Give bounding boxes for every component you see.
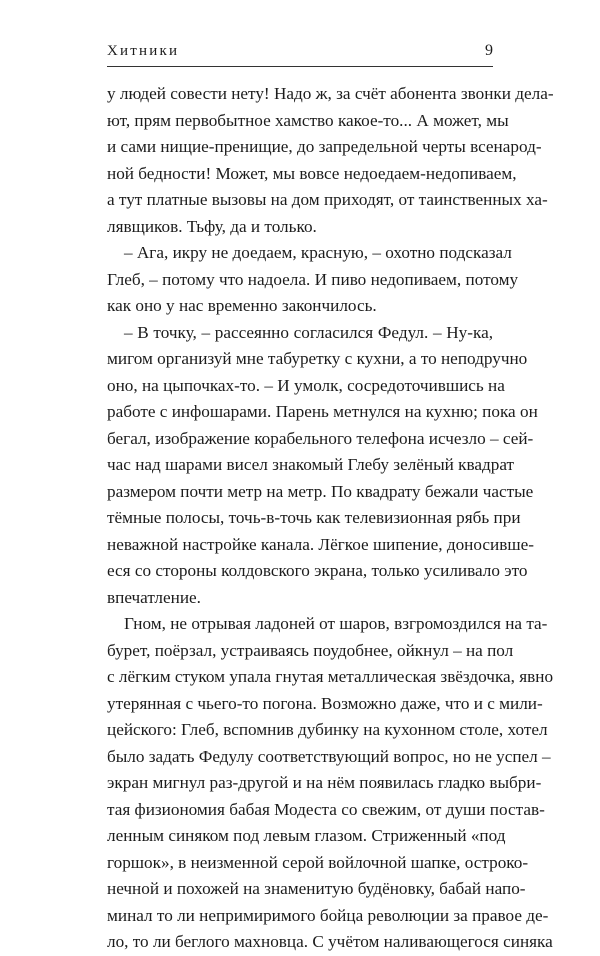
text-line: а тут платные вызовы на дом приходят, от таинственных ха- — [107, 190, 548, 209]
text-line: бегал, изображение корабельного телефона исчезло – сей- — [107, 428, 534, 448]
paragraph — [107, 611, 554, 956]
text-line: нечной и похожей на знаменитую будёновку, бабай напо- — [107, 879, 526, 898]
text-line: горшок», в неизменной серой войлочной шапке, остроко- — [107, 852, 529, 872]
text-line: ют, прям первобытное хамство какое-то... А может, мы — [107, 110, 509, 130]
header-rule — [107, 66, 493, 67]
text-line: бурет, поёрзал, устраиваясь поудобнее, ойкнул – на пол — [107, 640, 514, 660]
text-line: оно, на цыпочках-то. – И умолк, сосредоточившись на — [107, 375, 505, 395]
running-title: Хитники — [107, 43, 180, 59]
text-line: утерянная с чьего-то погона. Возможно даже, что и с мили- — [107, 693, 543, 713]
text-line: у людей совести нету! Надо ж, за счёт абонента звонки дела- — [107, 84, 554, 103]
text-line: – В точку, – рассеянно согласился Федул. – Ну-ка, — [124, 322, 493, 342]
text-line: с лёгким стуком упала гнутая металлическая звёздочка, явно — [107, 667, 554, 686]
text-line: минал то ли непримиримого бойца революции за правое де- — [107, 905, 549, 925]
paragraph — [107, 320, 538, 612]
body-text — [107, 81, 554, 956]
text-line: мигом организуй мне табуретку с кухни, а то неподручно — [107, 349, 528, 368]
text-line: ной бедности! Может, мы вовсе недоедаем-недопиваем, — [107, 163, 517, 183]
text-line: Глеб, – потому что надоела. И пиво недопиваем, потому — [107, 269, 519, 289]
text-line: неважной настройке канала. Лёгкое шипение, доносивше- — [107, 534, 534, 554]
text-line: экран мигнул раз-другой и на нём появилась гладко выбри- — [107, 773, 542, 792]
paragraph — [107, 240, 519, 320]
text-line: Гном, не отрывая ладоней от шаров, взгромоздился на та- — [124, 614, 548, 633]
text-line: тёмные полосы, точь-в-точь как телевизионная рябь при — [107, 508, 521, 527]
running-head — [107, 41, 493, 65]
text-line: – Ага, икру не доедаем, красную, – охотно подсказал — [124, 243, 512, 262]
text-line: впечатление. — [107, 587, 201, 607]
page-number: 9 — [485, 42, 493, 59]
text-line: час над шарами висел знакомый Глебу зелёный квадрат — [107, 455, 515, 474]
text-line: цейского: Глеб, вспомнив дубинку на кухонном столе, хотел — [107, 720, 548, 739]
text-line: лявщиков. Тьфу, да и только. — [107, 216, 317, 236]
text-line: тая физиономия бабая Модеста со свежим, от души постав- — [107, 799, 545, 819]
text-line: еся со стороны колдовского экрана, только усиливало это — [107, 561, 528, 580]
paragraph — [107, 81, 554, 240]
text-line: как оно у нас временно закончилось. — [107, 296, 377, 315]
text-line: ло, то ли беглого махновца. С учётом наливающегося синяка — [107, 932, 553, 951]
text-line: размером почти метр на метр. По квадрату бежали частые — [107, 481, 534, 501]
text-line: работе с инфошарами. Парень метнулся на кухню; пока он — [107, 402, 538, 421]
text-line: ленным синяком под левым глазом. Стриженный «под — [107, 826, 506, 845]
text-line: и сами нищие-пренищие, до запредельной черты всенарод- — [107, 137, 542, 156]
text-line: было задать Федулу соответствующий вопрос, но не успел – — [107, 746, 551, 766]
